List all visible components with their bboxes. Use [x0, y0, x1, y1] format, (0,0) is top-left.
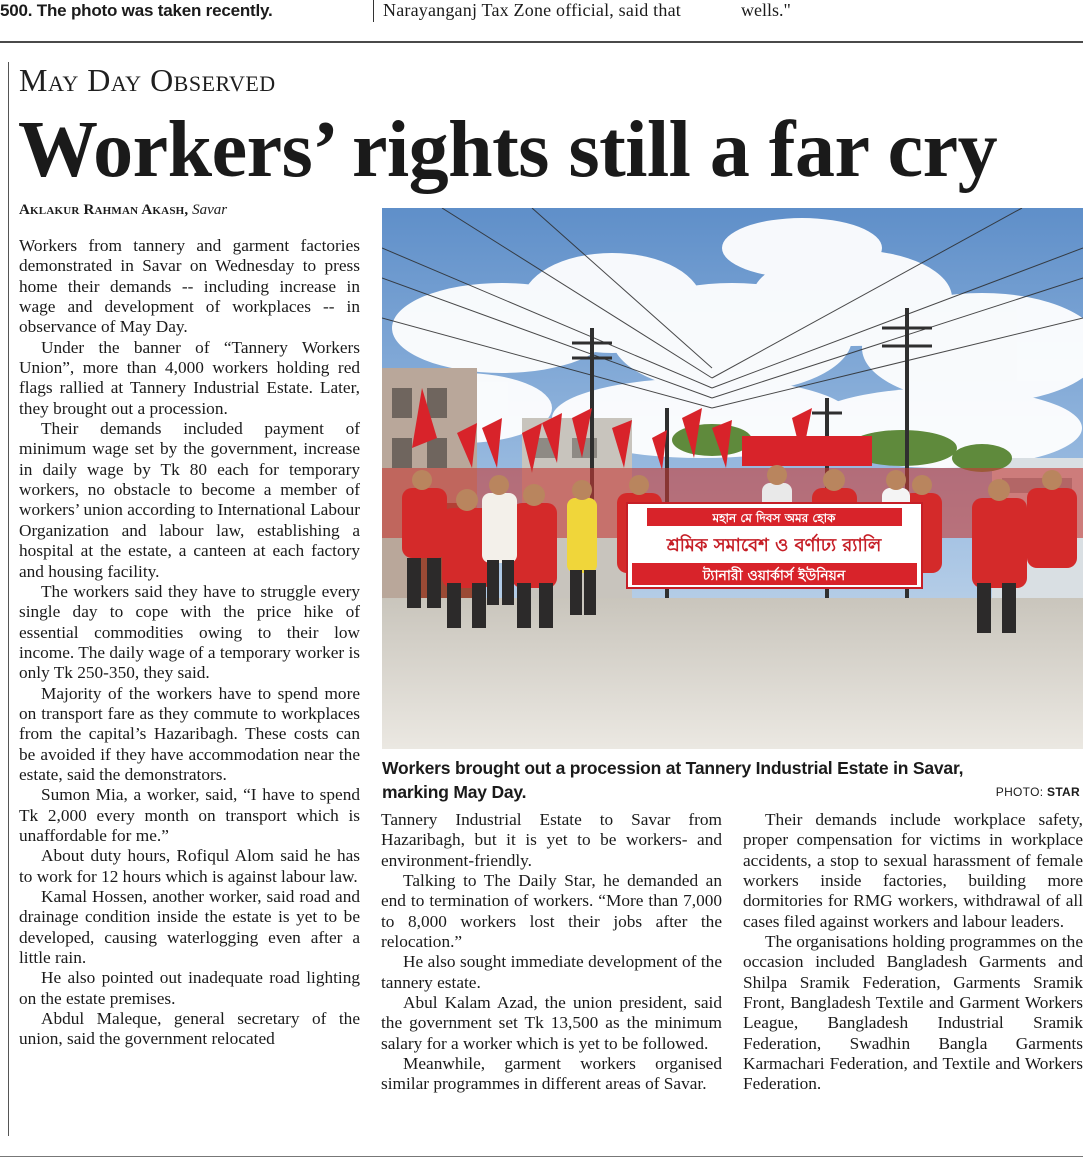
adjacent-snippet-left: 500. The photo was taken recently.	[0, 1, 273, 20]
article-paragraph: The workers said they have to struggle every single day to cope with the price hike of essential commodities owing to their low income. The daily wage of a temporary worker is only Tk 250-350, they said.	[19, 581, 360, 683]
article-paragraph: Abul Kalam Azad, the union president, said the government set Tk 13,500 as the minimum salary for a worker which is yet to be followed.	[381, 993, 722, 1053]
article-paragraph: Their demands include workplace safety, proper compensation for victims in workplace accidents, a stop to sexual harassment of female workers inside factories, building more dormitories for RMG workers, withdrawal of all cases filed against workers and labour leaders.	[743, 810, 1083, 931]
article-column-3	[743, 810, 1083, 1095]
article-paragraph: Meanwhile, garment workers organised similar programmes in different areas of Savar.	[381, 1054, 722, 1094]
article-paragraph: Abdul Maleque, general secretary of the union, said the government relocated	[19, 1009, 360, 1049]
photo-caption: Workers brought out a procession at Tannery Industrial Estate in Savar, marking May Day.	[382, 758, 964, 802]
article-kicker: May Day Observed	[19, 62, 276, 98]
article-paragraph: Sumon Mia, a worker, said, “I have to spend Tk 2,000 every month on transport which is unaffordable for me.”	[19, 785, 360, 845]
article-paragraph: The organisations holding programmes on the occasion included Bangladesh Garments and Shilpa Sramik Federation, Garments Sramik Front, Bangladesh Textile and Garment Workers League, Bangladesh Industrial Sramik Federation, Swadhin Bangla Garments Karmachari Federation, and Textile and Workers Federation.	[743, 932, 1083, 1094]
article-paragraph: Under the banner of “Tannery Workers Union”, more than 4,000 workers holding red flags rallied at Tannery Industrial Estate. Later, they brought out a procession.	[19, 337, 360, 418]
article-byline	[19, 202, 227, 219]
article-paragraph: About duty hours, Rofiqul Alom said he has to work for 12 hours which is against labour law.	[19, 846, 360, 886]
article-paragraph: Their demands included payment of minimum wage set by the government, increase in daily wage by Tk 80 each for temporary workers, no obstacle to become a member of workers’ union according to International Labour Organization and labour law, establishing a hospital at the estate, a canteen at each factory and housing facility.	[19, 419, 360, 581]
article-paragraph: Talking to The Daily Star, he demanded an end to termination of workers. “More than 7,000 to 8,000 workers lost their jobs after the relocation.”	[381, 871, 722, 952]
page-bottom-rule	[0, 1156, 1083, 1157]
article-column-1	[19, 236, 360, 1050]
photo-credit-source: STAR	[1047, 785, 1080, 799]
photo-credit-label: PHOTO:	[995, 785, 1044, 799]
article-paragraph: He also sought immediate development of the tannery estate.	[381, 952, 722, 992]
article-column-2	[381, 810, 722, 1095]
photo-credit	[996, 785, 1080, 799]
banner-line-1: মহান মে দিবস অমর হোক	[712, 511, 836, 525]
adjacent-snippet-right: wells."	[741, 0, 791, 20]
article-left-rule	[8, 62, 9, 1136]
banner-line-2: শ্রমিক সমাবেশ ও বর্ণাঢ্য র‍্যালি	[666, 535, 882, 556]
banner-line-3: ট্যানারী ওয়ার্কার্স ইউনিয়ন	[702, 568, 846, 584]
article-paragraph: Majority of the workers have to spend more on transport fare as they commute to workplaces from the capital’s Hazaribagh. These costs can be avoided if they have accommodation near the estate, said the demonstrators.	[19, 683, 360, 784]
article-headline: Workers’ rights still a far cry	[18, 106, 998, 194]
article-paragraph: He also pointed out inadequate road lighting on the estate premises.	[19, 968, 360, 1008]
article-paragraph: Tannery Industrial Estate to Savar from Hazaribagh, but it is yet to be workers- and environment-friendly.	[381, 810, 722, 870]
adjacent-articles-strip	[0, 0, 1083, 28]
procession-photo	[382, 208, 1083, 749]
column-divider	[373, 0, 374, 22]
article-paragraph: Kamal Hossen, another worker, said road and drainage condition inside the estate is yet to be developed, causing waterlogging even after a little rain.	[19, 887, 360, 968]
byline-location: Savar	[192, 202, 228, 218]
byline-author: Aklakur Rahman Akash,	[19, 202, 189, 218]
adjacent-snippet-middle: Narayanganj Tax Zone official, said that	[383, 0, 681, 20]
section-divider	[0, 41, 1083, 43]
article-paragraph: Workers from tannery and garment factories demonstrated in Savar on Wednesday to press home their demands -- including increase in wage and development of workplaces -- in observance of May Day.	[19, 236, 360, 337]
